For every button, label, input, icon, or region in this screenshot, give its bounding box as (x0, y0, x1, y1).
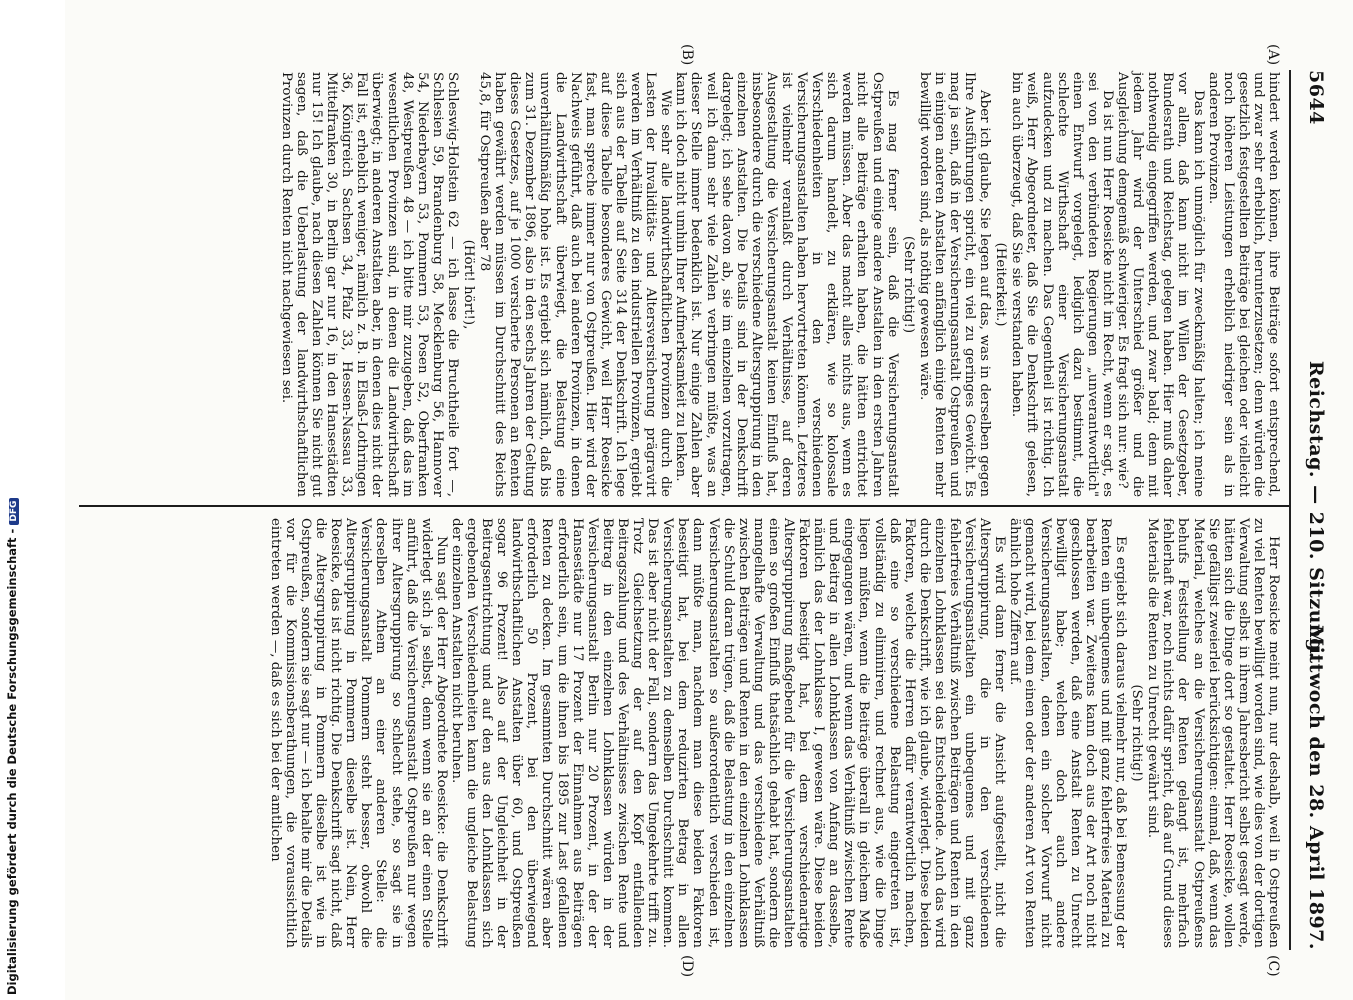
interjection: (Heiterkeit.) (993, 242, 1009, 327)
interjection: (Sehr richtig!) (1129, 684, 1145, 782)
paragraph: Da ist nun Herr Roesicke nicht im Recht, wenn er sagt, es sei von den verbündeten Regierungen „unverantwortlich" einen Entwurf vorgelegt, lediglich dazu bestimmt, die schlechte Wirthschaft einer Versicherungsanstalt aufzudecken und zu machen. Das Gegentheil ist richtig. Ich weiß, Herr Abgeordneter, daß Sie die Denkschrift gelesen, bin auch überzeugt, daß Sie sie verstanden haben. (1009, 72, 1115, 497)
paragraph: Das kann ich unmöglich für zweckmäßig halten; ich meine vor allem, daß kann nicht im Willen der Gesetzgeber, Bundesrath und Reichstag, gelegen haben. Hier muß daher nothwendig eingegriffen werden, und zwar bald; denn mit jedem Jahr wird der Unterschied größer und die Ausgleichung demgemäß schwieriger. Es fragt sich nur: wie? (1115, 72, 1206, 497)
margin-mark-c: (C) (1265, 955, 1281, 977)
interjection: (Hört! hört!), (461, 239, 477, 330)
digitization-credit (2, 500, 20, 995)
header-rule (1289, 70, 1291, 950)
column-divider (79, 505, 1289, 507)
paragraph: Wie sehr alle landwirthschaftlichen Provinzen durch die Lasten der Invaliditäts- und Altersversicherung prägravirt werden im Verhältniß zu den industriellen Provinzen, ergiebt sich aus der Tabelle auf Seite 314 der Denkschrift. Ich lege auf diese Tabelle besonderes Gewicht, weil Herr Roesicke fast, man spreche immer nur von Ostpreußen. Hier wird der Nachweis geführt, daß auch bei anderen Provinzen, in denen die Landwirthschaft überwiegt, die Belastung eine unverhältnißmäßig hohe ist. Es ergiebt sich nämlich, daß bis zum 31. Dezember 1896, also in den sechs Jahren der Geltung dieses Gesetzes, auf je 1000 versicherte Personen an Renten haben gewährt werden müssen im Durchschnitt des Reichs 45,8, für Ostpreußen aber 78 (477, 72, 674, 497)
margin-mark-d: (D) (679, 955, 695, 978)
page-title: Reichstag. — 210. Sitzung. (1305, 360, 1327, 660)
paragraph: Nun sagt der Herr Abgeordnete Roesicke: die Denkschrift widerlegt sich ja selbst, denn wenn sie an der einen Stelle anführt, daß die Versicherungsanstalt Ostpreußen nur wegen ihrer Altersgruppirung so schlecht stehe, so sagt sie in derselben Athem an einer anderen Stelle: die Versicherungsanstalt Pommern steht besser, obwohl die Altersgruppirung in Pommern dieselbe ist. Nein, Herr Roesicke, das ist nicht richtig. Die Denkschrift sagt nicht, daß die Altersgruppirung in Pommern dieselbe ist wie in Ostpreußen, sondern sie sagt nur — ich behalte mir die Details vor für die Kommissionsberathungen, die voraussichtlich eintreten werden —, daß es sich bei der amtlichen (267, 518, 449, 948)
paragraph: Es wird dann ferner die Ansicht aufgestellt, nicht die Altersgruppirung, die in den verschiedenen Versicherungsanstalten ein unbequemes und mit ganz fehlerfreies Verhältniß zwischen Beiträgen und Renten in den einzelnen Lohnklassen sei das Entscheidende. Auch das wird durch die Denkschrift, wie ich glaube, widerlegt. Diese beiden Faktoren, welche die Herren dafür verantwortlich machen, daß eine so verschiedene Belastung eingetreten ist, vollständig zu eliminiren, und rechnet aus, wie die Dinge liegen müßten, wenn die Beiträge überall in gleichem Maße eingegangen wären, und wenn das Verhältniß zwischen Rente und Beitrag in allen Lohnklassen von Anfang an dasselbe, nämlich das der Lohnklasse I, gewesen wäre. Diese beiden Faktoren beseitigt hat, bei dem verschiedenartige Altersgruppirung maßgebend für die Versicherungsanstalten einen so großen Einfluß thatsächlich gehabt hat, sondern die mangelhafte Verwaltung und das verschiedene Verhältniß zwischen Beiträgen und Renten in den einzelnen Lohnklassen die Schuld daran trügen, daß die Belastung in den einzelnen Versicherungsanstalten so außerordentlich verschieden ist, dann müßte man, nachdem man diese beiden Faktoren beseitigt hat, bei dem reduzirten Betrag in allen Versicherungsanstalten zu demselben Durchschnitt kommen. Das ist aber nicht der Fall, sondern das Umgekehrte trifft zu. Trotz Gleichsetzung der auf den Kopf entfallenden Beitragszahlung und des Verhältnisses zwischen Rente und Beitrag in den einzelnen Lohnklassen würden in der Versicherungsanstalt Berlin nur 20 Prozent, in der der Hansestädte nur 17 Prozent der Einnahmen aus Beiträgen erforderlich sein, um die ihnen bis 1895 zur Last gefallenen Renten zu decken. Im gesammten Durchschnitt wären aber erforderlich 50 Prozent, bei den überwiegend landwirthschaftlichen Anstalten über 60, und Ostpreußen sogar 96 Prozent! Also auf der Ungleichheit in der Beitragsentrichtung und auf den aus den Lohnklassen sich ergebenden Verschiedenheiten kann die ungleiche Belastung der einzelnen Anstalten nicht beruhen. (448, 518, 1008, 948)
margin-mark-a: (A) (1265, 44, 1281, 66)
paragraph: hindert werden können, ihre Beiträge sofort entsprechend, und zwar sehr erheblich, herunterzusetzen; denn würden die gesetzlich festgestellten Beiträge bei gleichen oder vielleicht noch höheren Leistungen erheblich niedriger sein als in anderen Provinzen. (1205, 72, 1281, 497)
paragraph: Es mag ferner sein, daß die Versicherungsanstalt Ostpreußen und einige andere Anstalten in den ersten Jahren nicht alle Beiträge erhalten haben, die hätten entrichtet werden müssen. Aber das macht alles nichts aus, wenn es sich darum handelt, zu erklären, wie so kolossale Verschiedenheiten in den verschiedenen Versicherungsanstalten haben hervortreten können. Letzteres ist vielmehr veranlaßt durch Verhältnisse, auf deren Ausgestaltung die Versicherungsanstalt keinen Einfluß hat, insbesondere durch die verschiedene Altersgruppirung in den einzelnen Anstalten. Die Details sind in der Denkschrift dargelegt; ich sehe davon ab, sie im einzelnen vorzutragen, weil ich dann sehr viele Zahlen verbringen müßte, was an dieser Stelle immer bedenklich ist. Nur einige Zahlen aber kann ich doch nicht umhin Ihrer Aufmerksamkeit zu lenken. (673, 72, 900, 497)
interjection: (Sehr richtig!) (900, 235, 916, 334)
margin-mark-b: (B) (679, 44, 695, 66)
paragraph: Aber ich glaube, Sie legen auf das, was in derselben gegen Ihre Ausführungen spricht, ein viel zu geringes Gewicht. Es mag ja sein, daß in der Versicherungsanstalt Ostpreußen und in einigen anderen Anstalten anfänglich einige Renten mehr bewilligt worden sind, als nöthig gewesen wäre. (916, 72, 993, 497)
paragraph: Schleswig-Holstein 62 — ich lasse die Bruchtheile fort —, Schlesien 59, Brandenburg 58, Mecklenburg 56, Hannover 54, Niederbayern 53, Pommern 53, Posen 52, Oberfranken 48, Westpreußen 48 — ich bitte mir zuzugeben, daß das im wesentlichen Provinzen sind, in denen die Landwirthschaft überwiegt; in anderen Anstalten aber, in denen dies nicht der Fall ist, erheblich weniger, nämlich z. B. in Elsaß-Lothringen 36, Königreich Sachsen 34, Pfalz 33, Hessen-Nassau 33, Mittelfranken 30, in Berlin gar nur 16, in den Hansestädten nur 15! Ich glaube, nach diesen Zahlen können Sie nicht gut sagen, daß die Ueberlastung der landwirthschaftlichen Provinzen durch Renten nicht nachgewiesen sei. (278, 72, 460, 497)
credit-text: Digitalisierung gefördert durch die Deutsche Forschungsgemeinschaft - (5, 528, 19, 995)
page-number: 5644 (1305, 70, 1327, 125)
right-column (268, 518, 1281, 948)
dfg-logo: DFG (9, 498, 19, 525)
page-header (1297, 70, 1327, 950)
paragraph: Es ergiebt sich daraus vielmehr nur, daß bei Bemessung der Renten ein unbequemes und mit ganz fehlerfreies Material zu bearbeiten war. Zweitens kann doch aus der Art noch nicht geschlossen werden, daß eine Anstalt Renten zu Unrecht bewilligt habe; welchen doch auch andere Versicherungsanstalten, denen ein solcher Vorwurf nicht gemacht wird, bei dem einen oder der anderen Art von Renten ähnlich hohe Ziffern auf. (1007, 518, 1129, 948)
page-date: Mittwoch den 28. April 1897. (1305, 625, 1327, 950)
paragraph: Herr Roesicke meint nun, nur deshalb, weil in Ostpreußen zu viel Renten bewilligt worden sind, wie dies von der dortigen Verwaltung selbst in ihrem Jahresbericht selbst gesagt werde, hätten sich die Dinge dort so gestaltet. Herr Roesicke, wollen Sie gefälligst zweierlei berücksichtigen: einmal, daß, wenn das Material, welches an die Versicherungsanstalt Ostpreußens behufs Feststellung der Renten gelangt ist, mehrfach fehlerhaft war, noch nichts dafür spricht, daß auf Grund dieses Materials die Renten zu Unrecht gewährt sind. (1145, 518, 1281, 948)
scanned-page (65, 0, 1353, 1000)
left-column (279, 72, 1281, 497)
